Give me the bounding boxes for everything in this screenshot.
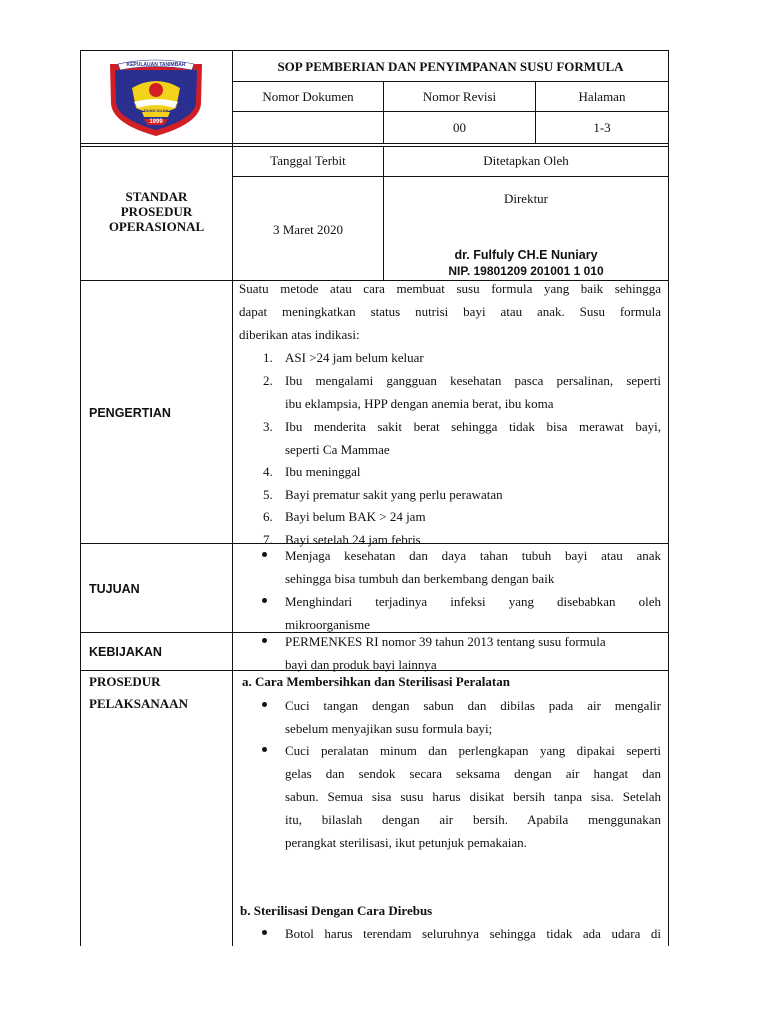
page-label: Halaman xyxy=(578,89,626,104)
list-number: 3. xyxy=(263,419,273,434)
header-divider xyxy=(80,143,669,144)
document-title: SOP PEMBERIAN DAN PENYIMPANAN SUSU FORMULA xyxy=(277,59,624,74)
sop-label-line: OPERASIONAL xyxy=(108,219,205,234)
logo-inner-text: DUAN DUAN xyxy=(143,108,169,113)
indication-item: ASI >24 jam belum keluar xyxy=(285,350,424,365)
sop-label xyxy=(81,189,232,234)
doc-number-label: Nomor Dokumen xyxy=(262,89,354,104)
tujuan-label: TUJUAN xyxy=(89,582,140,596)
revision-value: 00 xyxy=(453,120,466,135)
bullet-icon xyxy=(262,930,267,935)
sop-label-line: PROSEDUR xyxy=(120,204,193,219)
table-border-right xyxy=(668,50,669,946)
list-number: 2. xyxy=(263,373,273,388)
list-number: 6. xyxy=(263,509,273,524)
policy-item: PERMENKES RI nomor 39 tahun 2013 tentang susu formula xyxy=(285,634,606,649)
bullet-icon xyxy=(262,747,267,752)
logo-banner-text: KEPULAUAN TANIMBAR xyxy=(126,62,186,68)
procedure-step: gelas dan sendok secara seksama dengan air hangat dan xyxy=(285,766,661,781)
bullet-icon xyxy=(262,638,267,643)
indication-item: Ibu meninggal xyxy=(285,464,361,479)
procedure-step: Cuci peralatan minum dan perlengkapan yang dipakai seperti xyxy=(285,743,661,758)
column-divider xyxy=(232,50,233,946)
regency-logo xyxy=(104,56,208,138)
header-divider xyxy=(80,146,669,147)
signatory-name: dr. Fulfuly CH.E Nuniary xyxy=(454,248,598,262)
procedure-step: sebelum menyajikan susu formula bayi; xyxy=(285,721,493,736)
list-number: 1. xyxy=(263,350,273,365)
procedure-step: sabun. Semua sisa susu harus disikat bersih tanpa sisa. Setelah xyxy=(285,789,661,804)
pengertian-intro-line: dapat meningkatkan status nutrisi bayi atau anak. Susu formula xyxy=(239,304,661,319)
signatory-nip: NIP. 19801209 201001 1 010 xyxy=(448,264,604,278)
goal-item: Menghindari terjadinya infeksi yang disebabkan oleh xyxy=(285,594,661,609)
goal-item: Menjaga kesehatan dan daya tahan tubuh bayi atau anak xyxy=(285,548,661,563)
row-line xyxy=(232,111,669,112)
issued-date-label: Tanggal Terbit xyxy=(270,153,346,168)
pengertian-intro-line: Suatu metode atau cara membuat susu formula yang baik sehingga xyxy=(239,281,661,296)
table-border-left xyxy=(80,50,81,946)
indication-item: Bayi belum BAK > 24 jam xyxy=(285,509,426,524)
indication-item: ibu eklampsia, HPP dengan anemia berat, ibu koma xyxy=(285,396,554,411)
bullet-icon xyxy=(262,702,267,707)
list-number: 7. xyxy=(263,532,273,547)
issued-date-value: 3 Maret 2020 xyxy=(272,222,344,237)
procedure-step: Botol harus terendam seluruhnya sehingga tidak ada udara di xyxy=(285,926,661,941)
set-by-label: Ditetapkan Oleh xyxy=(483,153,569,168)
kebijakan-label: KEBIJAKAN xyxy=(89,645,162,659)
row-line xyxy=(232,81,669,82)
indication-item: Ibu mengalami gangguan kesehatan pasca persalinan, seperti xyxy=(285,373,661,388)
procedure-step: itu, bilaslah dengan air bersih. Apabila menggunakan xyxy=(285,812,661,827)
revision-label: Nomor Revisi xyxy=(422,89,497,104)
page-value: 1-3 xyxy=(593,120,611,135)
goal-item: sehingga bisa tumbuh dan berkembang dengan baik xyxy=(285,571,555,586)
procedure-step: perangkat sterilisasi, ikut petunjuk pemakaian. xyxy=(285,835,527,850)
indication-item: seperti Ca Mammae xyxy=(285,442,390,457)
pengertian-intro-line: diberikan atas indikasi: xyxy=(239,327,360,342)
indication-item: Bayi setelah 24 jam febris xyxy=(285,532,421,547)
section-b-title: b. Sterilisasi Dengan Cara Direbus xyxy=(240,903,433,918)
pengertian-label: PENGERTIAN xyxy=(89,406,171,420)
section-a-title: a. Cara Membersihkan dan Sterilisasi Peralatan xyxy=(242,674,510,689)
row-line xyxy=(232,176,669,177)
bullet-icon xyxy=(262,552,267,557)
signatory-position: Direktur xyxy=(503,191,549,206)
list-number: 4. xyxy=(263,464,273,479)
policy-item: bayi dan produk bayi lainnya xyxy=(285,657,437,672)
goal-item: mikroorganisme xyxy=(285,617,370,632)
list-number: 5. xyxy=(263,487,273,502)
logo-year: 1999 xyxy=(149,119,163,125)
indication-item: Ibu menderita sakit berat sehingga tidak bisa merawat bayi, xyxy=(285,419,661,434)
indication-item: Bayi prematur sakit yang perlu perawatan xyxy=(285,487,503,502)
table-border-top xyxy=(80,50,669,51)
procedure-step: Cuci tangan dengan sabun dan dibilas pada air mengalir xyxy=(285,698,661,713)
prosedur-label-line: PROSEDUR xyxy=(89,674,161,689)
sop-label-line: STANDAR xyxy=(125,189,188,204)
bullet-icon xyxy=(262,598,267,603)
prosedur-label-line: PELAKSANAAN xyxy=(89,696,188,711)
